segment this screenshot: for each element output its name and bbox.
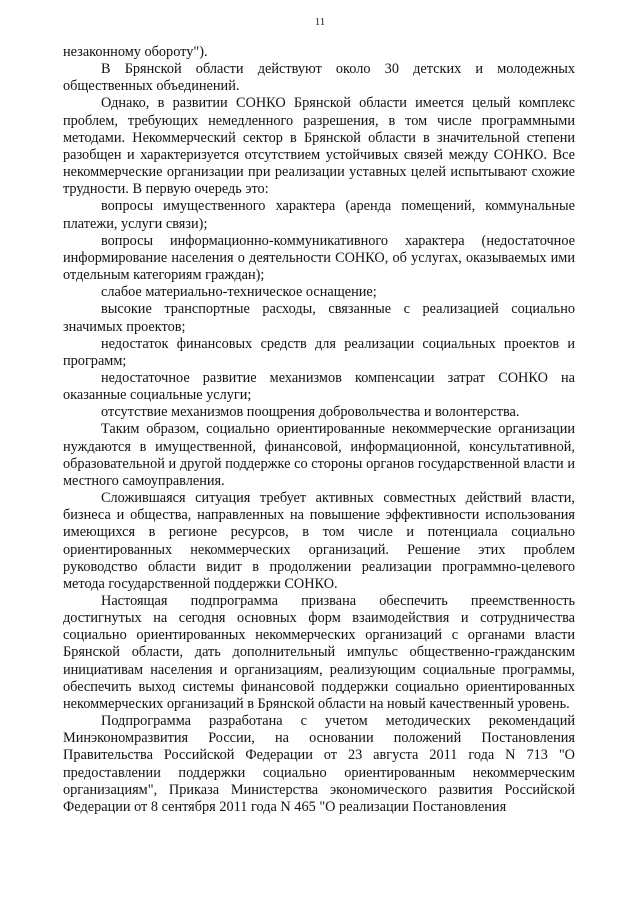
- list-item-property: вопросы имущественного характера (аренда помещений, коммунальные платежи, услуги связи);: [63, 198, 575, 232]
- paragraph-2: Однако, в развитии СОНКО Брянской области имеется целый комплекс проблем, требующих немедленного разрешения, в том числе программными методами. Некоммерческий сектор в Брянской области в значительной степени разобщен и характеризуется отсутствием устойчивых связей между СОНКО. Все некоммерческие организации при реализации уставных целей испытывают схожие трудности. В первую очередь это:: [63, 95, 575, 198]
- page-number: 11: [314, 16, 326, 28]
- paragraph-1: В Брянской области действуют около 30 детских и молодежных общественных объединений.: [63, 61, 575, 95]
- paragraph-13: Подпрограмма разработана с учетом методических рекомендаций Минэкономразвития России, на основании положений Постановления Правительства Российской Федерации от 23 августа 2011 года N 713 "О предоставлении поддержки социально ориентированным некоммерческим организациям", Приказа Министерства экономического развития Российской Федерации от 8 сентября 2011 года N 465 "О реализации Постановления: [63, 713, 575, 815]
- paragraph-12: Настоящая подпрограмма призвана обеспечить преемственность достигнутых на сегодня основных форм взаимодействия и сотрудничества социально ориентированных некоммерческих организаций с органами власти Брянской области, дать дополнительный импульс общественно-гражданским инициативам населения и организациям, реализующим социальные программы, обеспечить выход системы финансовой поддержки социально ориентированных некоммерческих организаций в Брянской области на новый качественный уровень.: [63, 593, 575, 712]
- list-item-information: вопросы информационно-коммуникативного характера (недостаточное информирование населения о деятельности СОНКО, об услугах, оказываемых ими отдельным категориям граждан);: [63, 232, 575, 284]
- list-item-volunteering: отсутствие механизмов поощрения добровольчества и волонтерства.: [101, 404, 520, 421]
- list-item-transport: высокие транспортные расходы, связанные с реализацией социально значимых проектов;: [63, 301, 575, 335]
- document-body: [63, 44, 575, 816]
- paragraph-10: Таким образом, социально ориентированные некоммерческие организации нуждаются в имущественной, финансовой, информационной, консультативной, образовательной и другой поддержке со стороны органов государственной власти и местного самоуправления.: [63, 421, 575, 489]
- paragraph-11: Сложившаяся ситуация требует активных совместных действий власти, бизнеса и общества, направленных на повышение эффективности использования имеющихся в регионе ресурсов, в том числе и потенциала социально ориентированных некоммерческих организаций. Решение этих проблем руководство области видит в продолжении реализации программно-целевого метода государственной поддержки СОНКО.: [63, 490, 575, 592]
- list-item-compensation: недостаточное развитие механизмов компенсации затрат СОНКО на оказанные социальные услуги;: [63, 369, 575, 404]
- paragraph-0: незаконному обороту").: [63, 44, 208, 60]
- list-item-finance: недостаток финансовых средств для реализации социальных проектов и программ;: [63, 335, 575, 369]
- list-item-equipment: слабое материально-техническое оснащение;: [101, 284, 377, 301]
